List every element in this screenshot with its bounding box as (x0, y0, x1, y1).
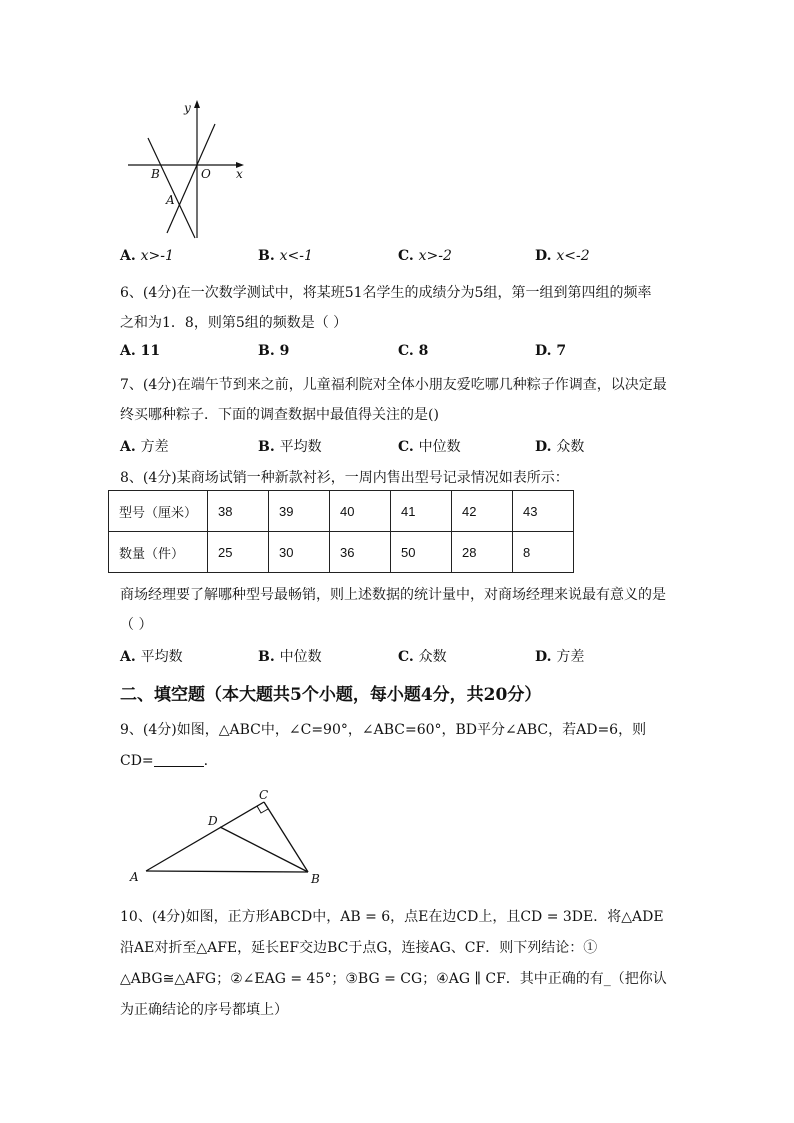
option-text: 平均数 (140, 649, 183, 665)
q7-option-d (535, 436, 584, 456)
q6-text-line-1: 6、(4分)在一次数学测试中，将某班51名学生的成绩分为5组，第一组到第四组的频率 (120, 285, 652, 301)
answer-blank[interactable] (154, 752, 204, 767)
table-cell: 30 (269, 532, 330, 573)
point-a-label: A (166, 193, 175, 207)
right-angle-mark (257, 806, 268, 813)
side-ab (146, 871, 308, 872)
option-text: x>-1 (140, 248, 174, 264)
option-letter: B. (258, 248, 275, 264)
option-letter: C. (398, 248, 414, 264)
option-text: 7 (556, 343, 567, 359)
option-letter: A. (120, 248, 136, 264)
table-cell: 42 (452, 491, 513, 532)
table-cell: 40 (330, 491, 391, 532)
section-heading: 二、填空题（本大题共5个小题，每小题4分，共20分） (120, 685, 542, 705)
table-cell: 50 (391, 532, 452, 573)
table-cell: 36 (330, 532, 391, 573)
q7-option-c (398, 436, 461, 456)
vertex-b-label: B (311, 872, 320, 886)
q8-text-line-3: （ ） (120, 617, 153, 633)
option-text: 众数 (556, 439, 585, 455)
option-text: 中位数 (279, 649, 322, 665)
side-bc (264, 802, 308, 872)
q6-option-b (258, 343, 289, 359)
q7-text-line-2: 终买哪种粽子．下面的调查数据中最值得关注的是() (120, 407, 439, 423)
option-letter: D. (535, 439, 552, 455)
option-letter: A. (120, 439, 136, 455)
option-text: 8 (418, 343, 429, 359)
y-label: y (184, 101, 191, 115)
option-letter: C. (398, 649, 414, 665)
point-d-label: D (208, 814, 218, 828)
option-letter: D. (535, 248, 552, 264)
q5-option-c (398, 248, 452, 264)
table-cell: 43 (513, 491, 574, 532)
option-letter: B. (258, 343, 275, 359)
origin-label: O (201, 167, 211, 181)
q7-option-a (120, 436, 169, 456)
option-text: x<-2 (556, 248, 590, 264)
option-text: 方差 (556, 649, 585, 665)
option-text: x>-2 (418, 248, 452, 264)
option-letter: D. (535, 649, 552, 665)
table-row-header: 数量（件） (109, 532, 208, 573)
table-row (109, 491, 574, 532)
q8-text-line-1: 8、(4分)某商场试销一种新款衬衫，一周内售出型号记录情况如表所示： (120, 470, 569, 486)
side-ac (146, 802, 264, 871)
table-cell: 8 (513, 532, 574, 573)
q10-text-line-3: △ABG≅△AFG；②∠EAG = 45°；③BG = CG；④AG ∥ CF．其中正确的有_（把你认 (120, 971, 667, 987)
q8-text-line-2: 商场经理要了解哪种型号最畅销，则上述数据的统计量中，对商场经理来说最有意义的是 (120, 587, 666, 603)
q5-option-d (535, 248, 590, 264)
q9-text-line-1: 9、(4分)如图，△ABC中，∠C=90°，∠ABC=60°，BD平分∠ABC，若AD=6，则 (120, 722, 647, 738)
q6-option-a (120, 343, 160, 359)
option-text: 众数 (418, 649, 447, 665)
table-row (109, 532, 574, 573)
x-label: x (236, 167, 243, 181)
option-letter: B. (258, 439, 275, 455)
q6-text-line-2: 之和为1．8，则第5组的频数是（ ） (120, 315, 348, 331)
q9-answer-prefix: CD= (120, 753, 154, 769)
q8-option-c (398, 646, 447, 666)
q9-answer-suffix: . (203, 753, 209, 769)
table-cell: 28 (452, 532, 513, 573)
q10-text-line-1: 10、(4分)如图，正方形ABCD中，AB = 6，点E在边CD上，且CD = 3DE．将△ADE (120, 909, 664, 925)
option-text: 方差 (140, 439, 169, 455)
option-text: 11 (140, 343, 161, 359)
vertex-c-label: C (259, 788, 269, 802)
option-letter: A. (120, 343, 136, 359)
q10-text-line-2: 沿AE对折至△AFE，延长EF交边BC于点G，连接AG、CF．则下列结论：① (120, 940, 598, 956)
q7-text-line-1: 7、(4分)在端午节到来之前，儿童福利院对全体小朋友爱吃哪几种粽子作调查，以决定最 (120, 377, 667, 393)
table-cell: 39 (269, 491, 330, 532)
option-letter: D. (535, 343, 552, 359)
q6-option-d (535, 343, 566, 359)
option-letter: B. (258, 649, 275, 665)
q5-option-b (258, 248, 313, 264)
table-cell: 25 (208, 532, 269, 573)
option-text: 平均数 (279, 439, 322, 455)
vertex-a-label: A (130, 870, 139, 884)
q8-option-b (258, 646, 322, 666)
option-letter: C. (398, 439, 414, 455)
point-b-label: B (151, 167, 160, 181)
option-letter: A. (120, 649, 136, 665)
q5-option-a (120, 248, 174, 264)
y-axis-arrow (194, 100, 200, 108)
table-row-header: 型号（厘米） (109, 491, 208, 532)
table-cell: 41 (391, 491, 452, 532)
table-cell: 38 (208, 491, 269, 532)
triangle-figure (125, 785, 330, 890)
q6-option-c (398, 343, 428, 359)
coordinate-figure (120, 98, 260, 243)
q8-option-d (535, 646, 584, 666)
option-text: x<-1 (279, 248, 313, 264)
size-sales-table (108, 490, 574, 573)
option-text: 9 (279, 343, 290, 359)
q10-text-line-4: 为正确结论的序号都填上） (120, 1002, 288, 1018)
q9-text-line-2 (120, 752, 208, 769)
bisector-bd (220, 827, 308, 872)
q8-option-a (120, 646, 183, 666)
option-text: 中位数 (418, 439, 461, 455)
q7-option-b (258, 436, 322, 456)
option-letter: C. (398, 343, 414, 359)
